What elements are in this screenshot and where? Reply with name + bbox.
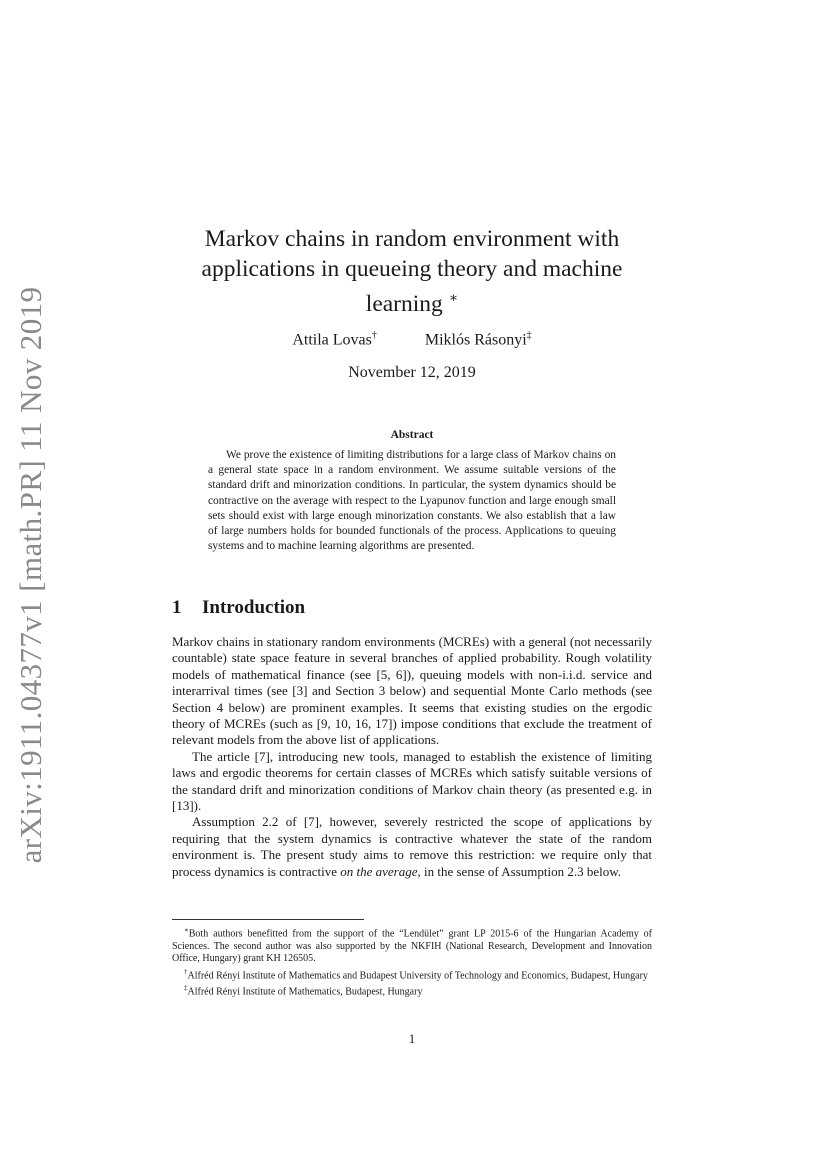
- footnote-rule: [172, 919, 364, 920]
- footnote-3: [172, 982, 652, 999]
- section-heading: [172, 597, 305, 619]
- arxiv-sidebar-stamp: [6, 286, 56, 864]
- paper-title: [172, 224, 652, 319]
- paper-date: November 12, 2019: [348, 364, 476, 381]
- abstract-heading: Abstract: [390, 429, 434, 441]
- paragraph-3-emphasis: on the average: [340, 863, 418, 879]
- author-2: [425, 330, 532, 349]
- paragraph-3-end: , in the sense of Assumption 2.3 below.: [417, 863, 622, 879]
- footnote-marker: †: [184, 967, 188, 976]
- section-number: 1: [172, 597, 182, 618]
- author-name: Miklós Rásonyi: [424, 331, 527, 349]
- footnote-text: Both authors benefitted from the support of the “Lendület” grant LP 2015-6 of the Hungarian Academy of Sciences. The second author was also supported by the NKFIH (National Research, Development and Innovation Office, Hungary) grant KH 126505.: [172, 928, 652, 965]
- footnote-marker: ‡: [184, 984, 188, 993]
- page-number: 1: [408, 1031, 416, 1046]
- footnote-text: Alfréd Rényi Institute of Mathematics and Budapest University of Technology and Economics, Budapest, Hungary: [187, 969, 648, 981]
- footnote-2: [172, 966, 652, 983]
- footnote-text: Alfréd Rényi Institute of Mathematics, Budapest, Hungary: [187, 986, 423, 998]
- author-name: Attila Lovas: [292, 331, 372, 349]
- author-footnote-marker: ‡: [526, 330, 532, 341]
- arxiv-identifier: arXiv:1911.04377v1 [math.PR] 11 Nov 2019: [13, 286, 48, 864]
- author-1: [292, 330, 377, 349]
- abstract-text: We prove the existence of limiting distributions for a large class of Markov chains on a general state space in a random environment. We assume suitable versions of the standard drift and minorization conditions. In particular, the system dynamics should be contractive on the average with respect to the Lyapunov function and large enough small sets should exist with large enough minorization constants. We also establish that a law of large numbers holds for bounded functionals of the process. Applications to queuing systems and to machine learning algorithms are presented.: [208, 449, 616, 553]
- footnote-marker: ∗: [184, 926, 189, 934]
- section-body: [172, 634, 652, 880]
- section-title: Introduction: [202, 597, 306, 618]
- footnote-1: [172, 924, 652, 966]
- title-footnote-marker: ∗: [448, 291, 459, 306]
- footnotes: [172, 924, 652, 999]
- author-list: [172, 330, 652, 349]
- paper-title-text: Markov chains in random environment with applications in queueing theory and machine learning: [201, 226, 623, 317]
- author-footnote-marker: †: [371, 330, 377, 341]
- paragraph-1: Markov chains in stationary random environments (MCREs) with a general (not necessarily countable) state space feature in several branches of applied probability. Rough volatility models of mathematical finance (see [5, 6]), queuing models with non-i.i.d. service and interarrival times (see [3] and Section 3 below) and sequential Monte Carlo methods (see Section 4 below) are prominent examples. It seems that existing studies on the ergodic theory of MCREs (such as [9, 10, 16, 17]) impose conditions that exclude the treatment of relevant models from the above list of applications.: [172, 634, 652, 748]
- paragraph-3-start: Assumption 2.2 of [7], however, severely restricted the scope of applications by requiring that the system dynamics is contractive whatever the state of the random environment is. The present study aims to remove this restriction: we require only that process dynamics is contractive: [172, 814, 652, 879]
- paragraph-3: [172, 814, 652, 880]
- paragraph-2: The article [7], introducing new tools, managed to establish the existence of limiting laws and ergodic theorems for certain classes of MCREs which satisfy suitable versions of the standard drift and minorization conditions of Markov chain theory (as presented e.g. in [13]).: [172, 748, 652, 814]
